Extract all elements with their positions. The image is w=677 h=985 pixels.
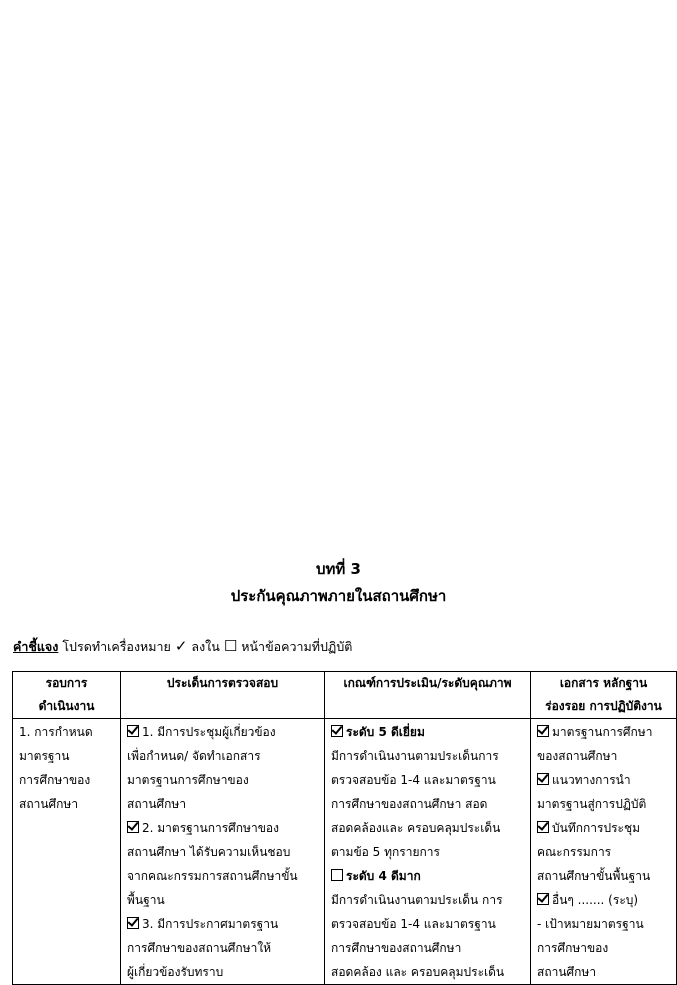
table-header-row [13, 672, 677, 719]
list-item [127, 888, 318, 912]
item-text: อื่นๆ ....... (ระบุ) [552, 893, 639, 907]
list-item [331, 792, 524, 816]
list-item [331, 744, 524, 768]
cycle-line: มาตรฐาน [19, 749, 70, 763]
cell-evidence [531, 719, 677, 985]
list-item [127, 960, 318, 984]
item-text: ตามข้อ 5 ทุกรายการ [331, 845, 440, 859]
list-item [127, 840, 318, 864]
checklist-table [12, 671, 677, 985]
chapter-title: ประกันคุณภาพภายในสถานศึกษา [230, 587, 447, 605]
list-item [537, 912, 670, 936]
list-item [331, 816, 524, 840]
list-item [127, 864, 318, 888]
list-item [331, 720, 524, 744]
checked-box-icon[interactable] [537, 821, 549, 833]
item-text: สอดคล้องและ ครอบคลุมประเด็น [331, 821, 501, 835]
list-item [331, 960, 524, 984]
item-text: ผู้เกี่ยวข้องรับทราบ [127, 965, 224, 979]
cell-cycle [13, 719, 121, 985]
header-criteria: เกณฑ์การประเมิน/ระดับคุณภาพ [325, 672, 531, 719]
list-item [331, 912, 524, 936]
list-item [537, 744, 670, 768]
checked-box-icon[interactable] [127, 917, 139, 929]
item-text: สถานศึกษา ได้รับความเห็นชอบ [127, 845, 291, 859]
list-item [537, 936, 670, 960]
item-text: มาตรฐานสู่การปฏิบัติ [537, 797, 647, 811]
item-text: ตรวจสอบข้อ 1-4 และมาตรฐาน [331, 773, 496, 787]
checked-box-icon[interactable] [537, 725, 549, 737]
list-item [127, 936, 318, 960]
checked-box-icon[interactable] [537, 893, 549, 905]
item-text: สถานศึกษา [127, 797, 187, 811]
item-text: 3. มีการประกาศมาตรฐาน [142, 917, 279, 931]
list-item [537, 792, 670, 816]
instructions-text-3: หน้าข้อความที่ปฏิบัติ [241, 639, 353, 654]
item-text: การศึกษาของสถานศึกษา สอด [331, 797, 488, 811]
item-text: มาตรฐานการศึกษา [552, 725, 653, 739]
list-item [537, 960, 670, 984]
instructions-label: คำชี้แจง [13, 639, 59, 654]
cycle-line: สถานศึกษา [19, 797, 79, 811]
list-item [537, 720, 670, 744]
header-inspection-points: ประเด็นการตรวจสอบ [121, 672, 325, 719]
list-item [537, 840, 670, 864]
item-text: สถานศึกษา [537, 965, 597, 979]
table-row [13, 719, 677, 985]
item-text: ของสถานศึกษา [537, 749, 618, 763]
list-item [127, 744, 318, 768]
empty-box-icon: ☐ [223, 637, 238, 655]
list-item [331, 864, 524, 888]
checked-box-icon[interactable] [127, 725, 139, 737]
item-text: สอดคล้อง และ ครอบคลุมประเด็น [331, 965, 505, 979]
checked-box-icon[interactable] [537, 773, 549, 785]
item-text: แนวทางการนำ [552, 773, 631, 787]
item-text: ระดับ 5 ดีเยี่ยม [346, 725, 425, 739]
cycle-line: 1. การกำหนด [19, 725, 93, 739]
list-item [537, 816, 670, 840]
list-item [331, 840, 524, 864]
item-text: ระดับ 4 ดีมาก [346, 869, 421, 883]
item-text: ตรวจสอบข้อ 1-4 และมาตรฐาน [331, 917, 496, 931]
list-item [331, 768, 524, 792]
item-text: 1. มีการประชุมผู้เกี่ยวข้อง [142, 725, 276, 739]
list-item [537, 768, 670, 792]
instructions-text-2: ลงใน [191, 639, 220, 654]
list-item [331, 888, 524, 912]
header-evidence: เอกสาร หลักฐาน ร่องรอย การปฏิบัติงาน [531, 672, 677, 719]
item-text: บันทึกการประชุม [552, 821, 641, 835]
item-text: 2. มาตรฐานการศึกษาของ [142, 821, 279, 835]
list-item [537, 888, 670, 912]
list-item [127, 816, 318, 840]
list-item [127, 912, 318, 936]
checked-box-icon[interactable] [127, 821, 139, 833]
item-text: เพื่อกำหนด/ จัดทำเอกสาร [127, 749, 261, 763]
header-cycle: รอบการ ดำเนินงาน [13, 672, 121, 719]
cell-criteria [325, 719, 531, 985]
chapter-number: บทที่ 3 [316, 560, 361, 578]
unchecked-box-icon[interactable] [331, 869, 343, 881]
list-item [127, 720, 318, 744]
list-item [127, 792, 318, 816]
list-item [537, 864, 670, 888]
item-text: สถานศึกษาขั้นพื้นฐาน [537, 869, 651, 883]
list-item [331, 936, 524, 960]
cycle-line: การศึกษาของ [19, 773, 91, 787]
item-text: การศึกษาของสถานศึกษา [331, 941, 462, 955]
item-text: จากคณะกรรมการสถานศึกษาขั้น [127, 869, 298, 883]
list-item [127, 768, 318, 792]
item-text: - เป้าหมายมาตรฐาน [537, 917, 644, 931]
check-mark-icon: ✓ [174, 637, 188, 655]
item-text: การศึกษาของสถานศึกษาให้ [127, 941, 272, 955]
checked-box-icon[interactable] [331, 725, 343, 737]
item-text: การศึกษาของ [537, 941, 609, 955]
cell-inspection-points [121, 719, 325, 985]
item-text: พื้นฐาน [127, 893, 165, 907]
item-text: มีการดำเนินงานตามประเด็น การ [331, 893, 503, 907]
instructions [13, 637, 352, 657]
item-text: คณะกรรมการ [537, 845, 612, 859]
item-text: มาตรฐานการศึกษาของ [127, 773, 249, 787]
instructions-text-1: โปรดทำเครื่องหมาย [62, 639, 171, 654]
item-text: มีการดำเนินงานตามประเด็นการ [331, 749, 499, 763]
